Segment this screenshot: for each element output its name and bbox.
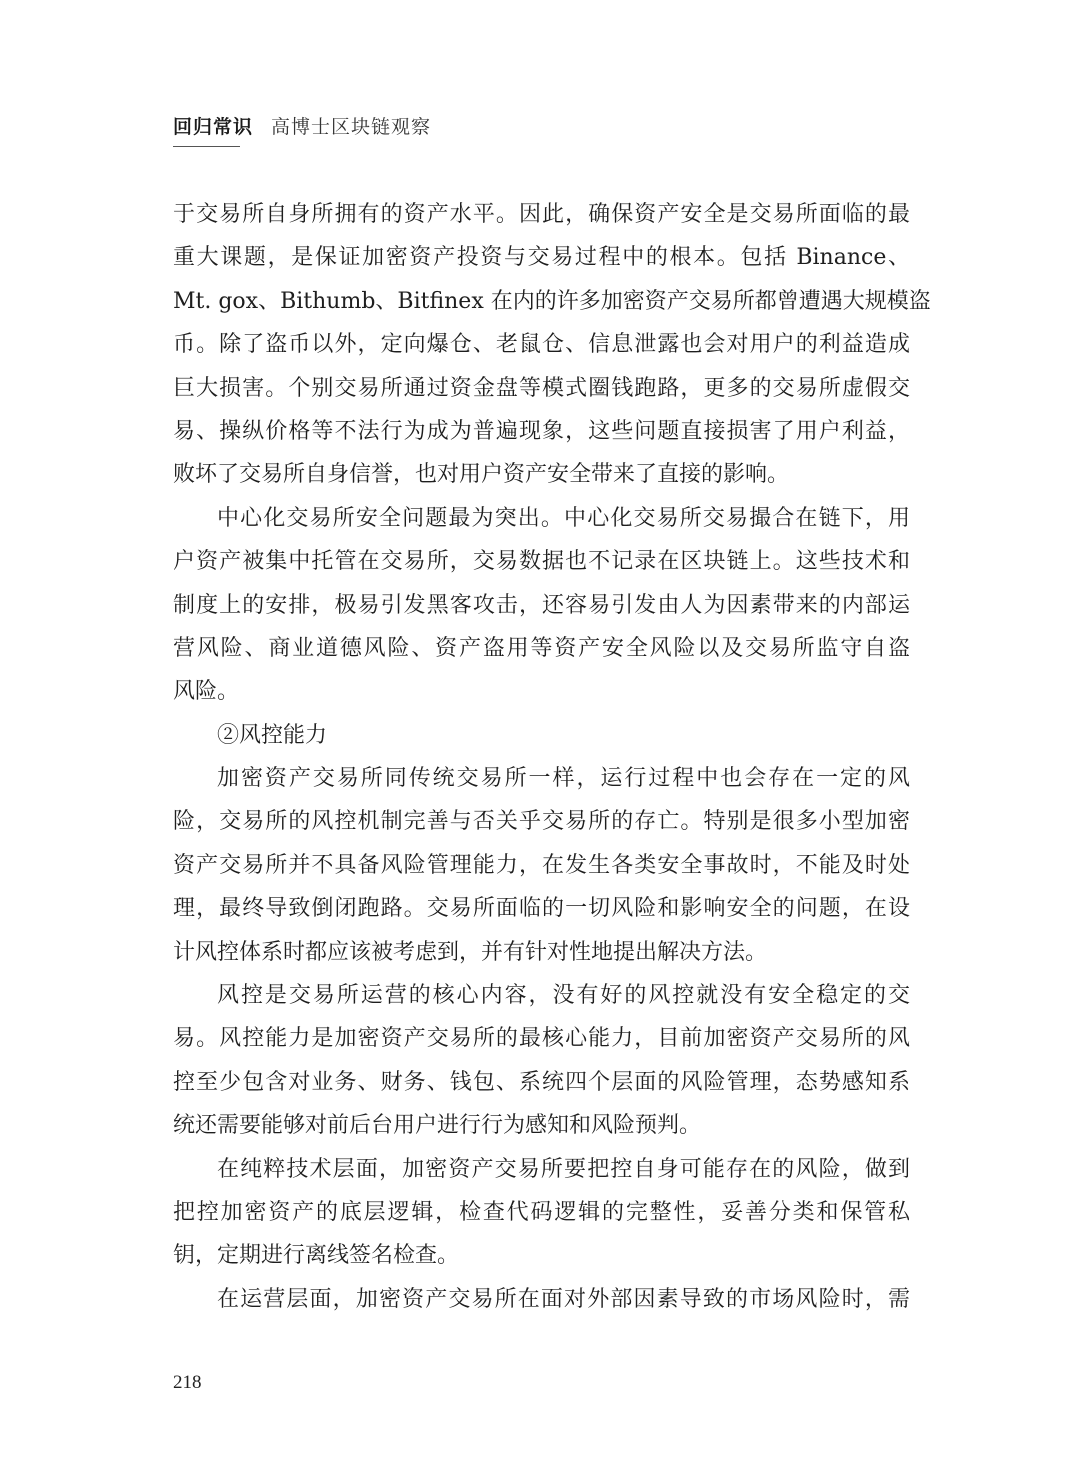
body-text — [173, 193, 931, 1321]
text-line: 在运营层面，加密资产交易所在面对外部因素导致的市场风险时，需 — [217, 1286, 910, 1312]
text-line: 易。风控能力是加密资产交易所的最核心能力，目前加密资产交易所的风 — [173, 1026, 910, 1052]
text-line: 钥，定期进行离线签名检查。 — [173, 1243, 460, 1269]
text-line: 巨大损害。个别交易所通过资金盘等模式圈钱跑路，更多的交易所虚假交 — [173, 375, 910, 401]
text-line: 统还需要能够对前后台用户进行行为感知和风险预判。 — [173, 1113, 702, 1139]
text-line: 险，交易所的风控机制完善与否关乎交易所的存亡。特别是很多小型加密 — [173, 809, 910, 835]
text-line: 资产交易所并不具备风险管理能力，在发生各类安全事故时，不能及时处 — [173, 852, 910, 878]
page-number: 218 — [173, 1372, 202, 1393]
header-rule — [173, 146, 240, 147]
text-line: 于交易所自身所拥有的资产水平。因此，确保资产安全是交易所面临的最 — [173, 202, 910, 227]
text-line: 把控加密资产的底层逻辑，检查代码逻辑的完整性，妥善分类和保管私 — [173, 1199, 910, 1225]
book-title: 回归常识 — [173, 116, 254, 138]
text-line: 制度上的安排，极易引发黑客攻击，还容易引发由人为因素带来的内部运 — [173, 592, 910, 618]
text-line: 中心化交易所安全问题最为突出。中心化交易所交易撮合在链下，用 — [217, 505, 910, 531]
text-line: 理，最终导致倒闭跑路。交易所面临的一切风险和影响安全的问题，在设 — [173, 896, 910, 922]
section-heading: ②风控能力 — [217, 722, 328, 748]
text-line: 败坏了交易所自身信誉，也对用户资产安全带来了直接的影响。 — [173, 462, 790, 488]
text-line: 加密资产交易所同传统交易所一样，运行过程中也会存在一定的风 — [217, 766, 910, 792]
running-head — [173, 112, 431, 139]
text-line: 币。除了盗币以外，定向爆仓、老鼠仓、信息泄露也会对用户的利益造成 — [173, 332, 910, 358]
text-line: 计风控体系时都应该被考虑到，并有针对性地提出解决方法。 — [173, 939, 768, 965]
text-line: 重大课题，是保证加密资产投资与交易过程中的根本。包括 Binance、 — [173, 245, 910, 271]
text-line: 在纯粹技术层面，加密资产交易所要把控自身可能存在的风险，做到 — [217, 1156, 910, 1182]
text-line: 易、操纵价格等不法行为成为普遍现象，这些问题直接损害了用户利益， — [173, 418, 910, 444]
text-line: 风险。 — [173, 679, 240, 705]
book-subtitle: 高博士区块链观察 — [271, 116, 432, 138]
text-line: 控至少包含对业务、财务、钱包、系统四个层面的风险管理，态势感知系 — [173, 1069, 910, 1095]
text-line: 户资产被集中托管在交易所，交易数据也不记录在区块链上。这些技术和 — [173, 549, 910, 575]
text-line: 风控是交易所运营的核心内容，没有好的风控就没有安全稳定的交 — [217, 983, 910, 1009]
text-line: 营风险、商业道德风险、资产盗用等资产安全风险以及交易所监守自盗 — [173, 635, 910, 661]
text-line: Mt. gox、Bithumb、Bitfinex 在内的许多加密资产交易所都曾遭遇大规模盗 — [173, 288, 931, 314]
